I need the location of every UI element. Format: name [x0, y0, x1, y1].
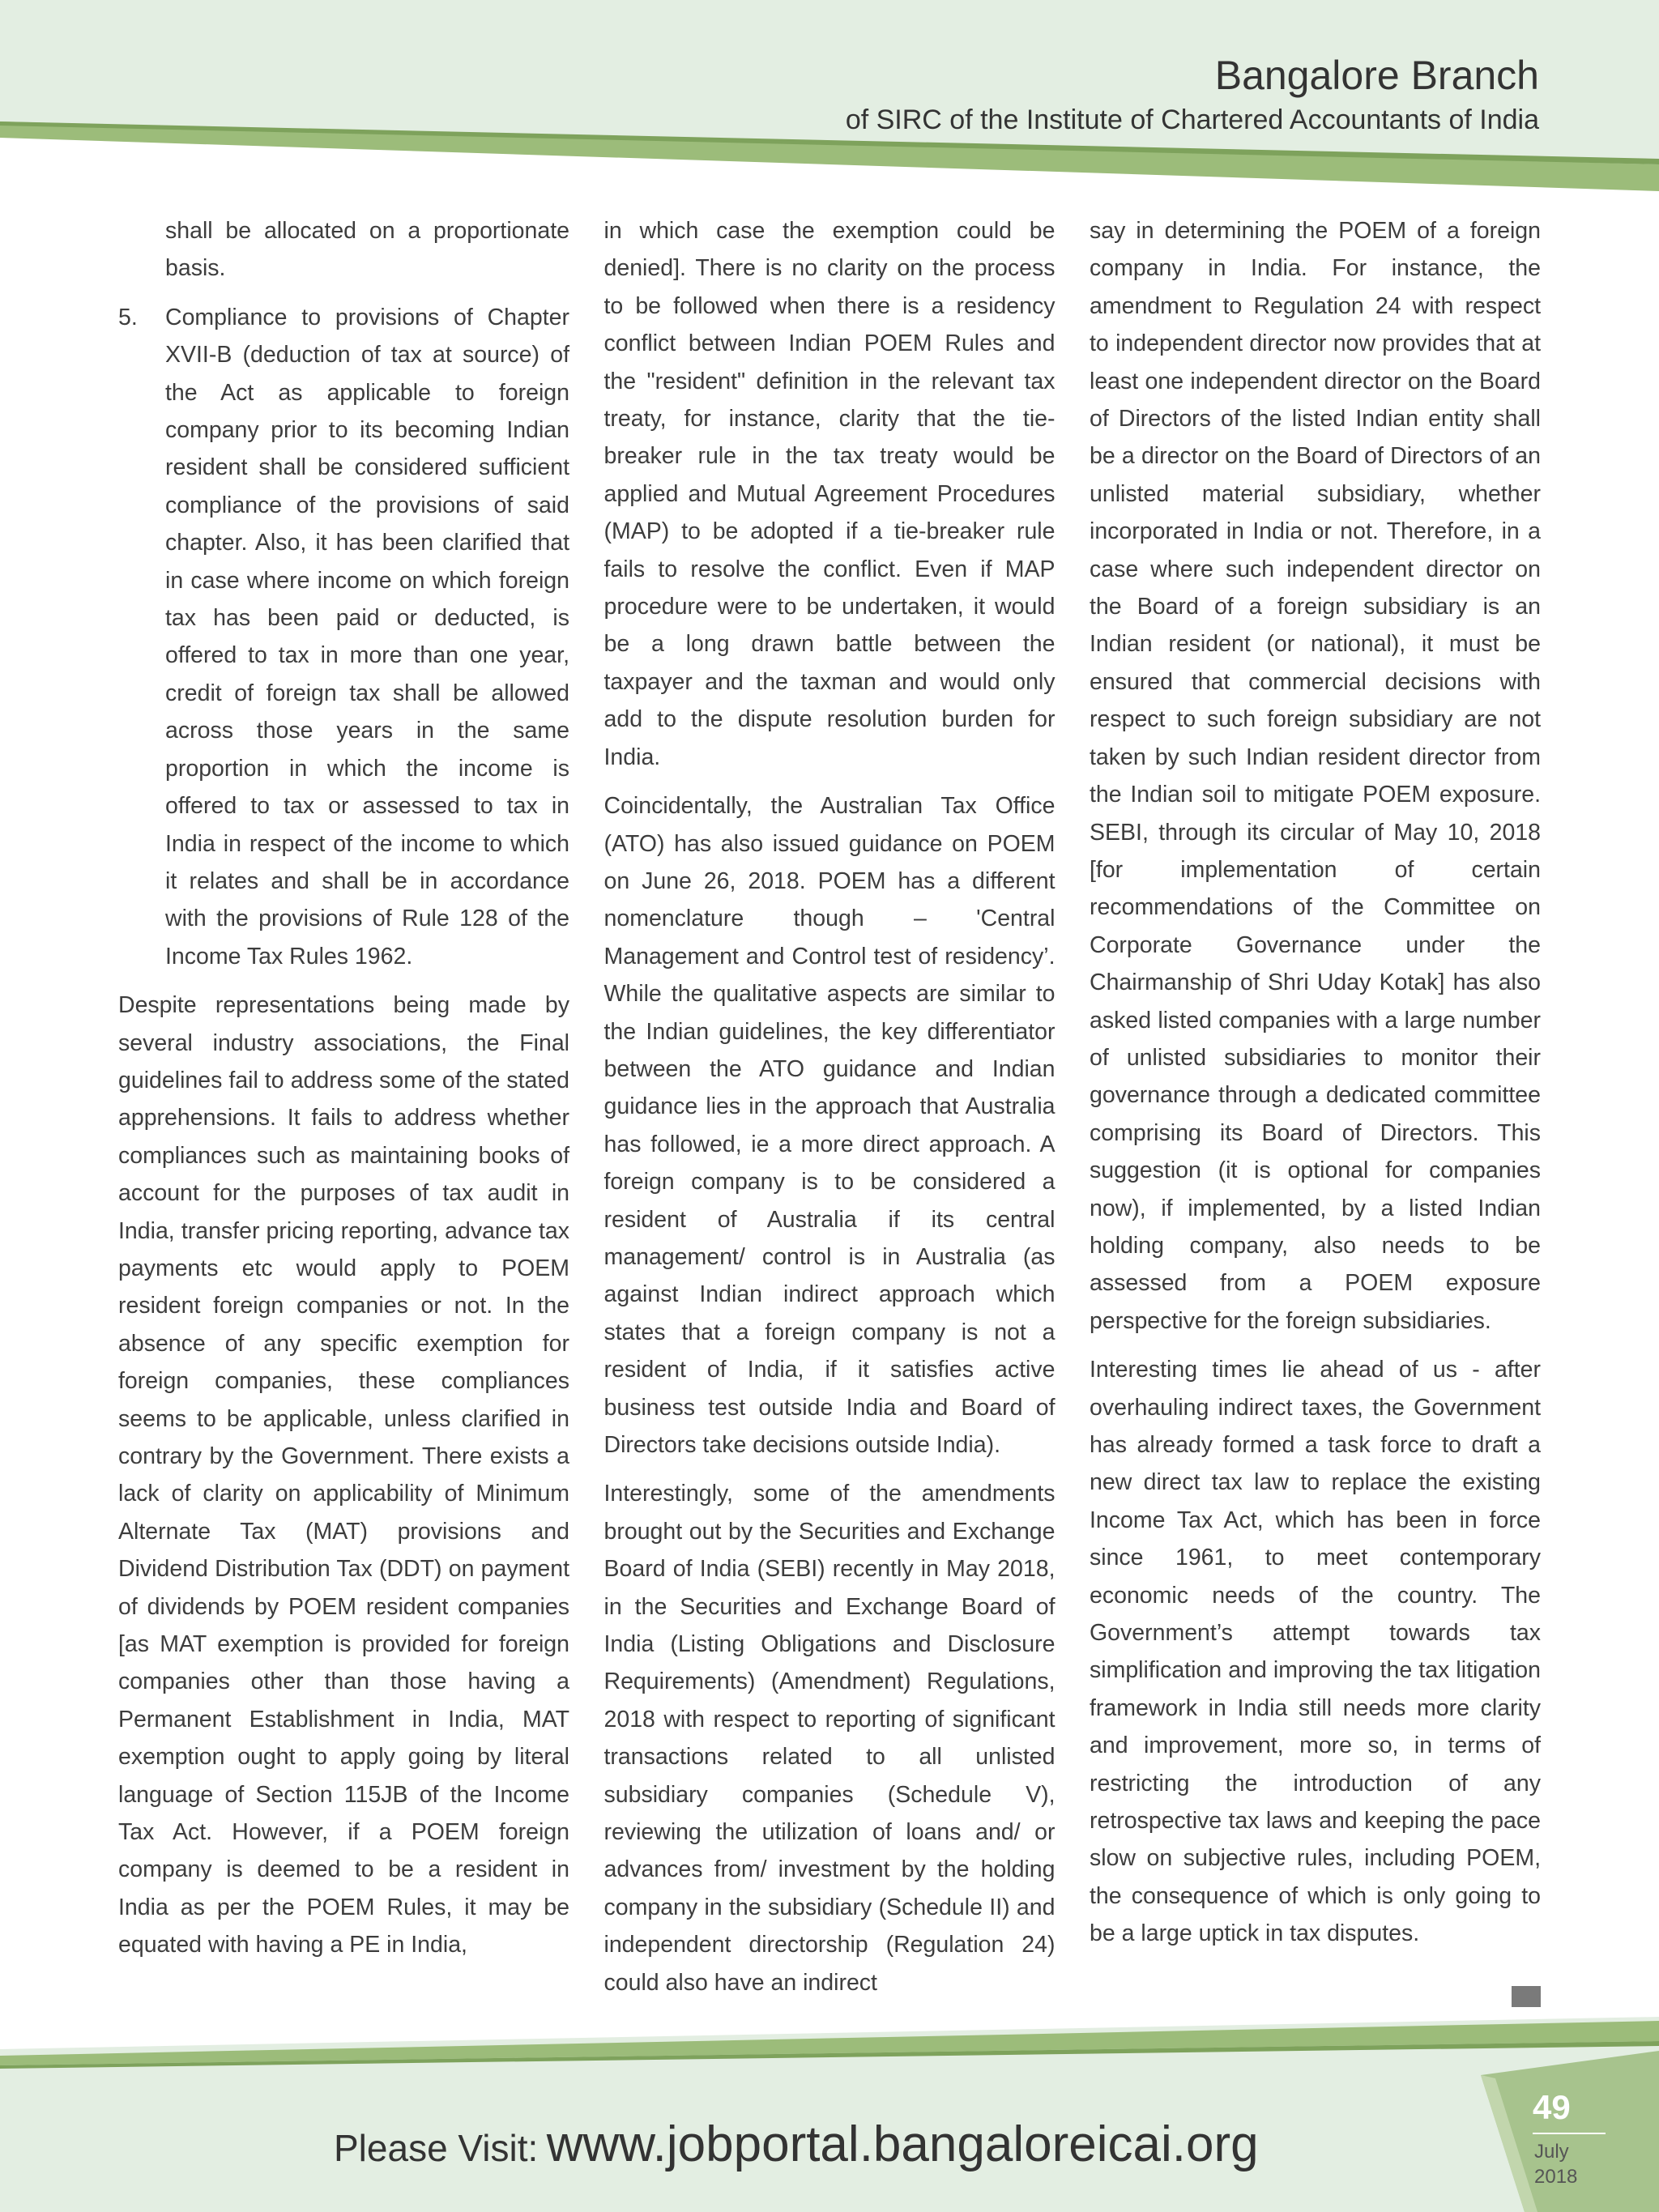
paragraph: Interestingly, some of the amendments brought out by the Securities and Exchange Board of India (SEBI) recently in May 2018, in the Securities and Exchange Board of India (Listing Obligations and Disclosure Requirements) (Amendment) Regulations, 2018 with respect to reporting of significant transactions related to all unlisted subsidiary companies (Schedule V), reviewing the utilization of loans and/ or advances from/ investment by the holding company in the subsidiary (Schedule II) and independent directorship (Regulation 24) could also have an indirect — [603, 1481, 1056, 1996]
issue-month: July — [1534, 2141, 1569, 2163]
visit-label: Please Visit: — [334, 2127, 539, 2169]
issue-year: 2018 — [1534, 2166, 1578, 2188]
paragraph: say in determining the POEM of a foreign company in India. For instance, the amendment to Regulation 24 with respect to independent director now provides that at least one independent director on the Board of Directors of the listed Indian entity shall be a director on the Board of Directors of an unlisted material subsidiary, whether incorporated in India or not. Therefore, in a case where such independent director on the Board of a foreign subsidiary is an Indian resident (or national), it must be ensured that commercial decisions with respect to such foreign subsidiary are not taken by such Indian resident director from the Indian soil to mitigate POEM exposure. SEBI, through its circular of May 10, 2018 [for implementation of certain recommendations of the Committee on Corporate Governance under the Chairmanship of Shri Uday Kotak] has also asked listed companies with a large number of unlisted subsidiaries to monitor their governance through a dedicated committee comprising its Board of Directors. This suggestion (it is optional for companies now), if implemented, by a listed Indian holding company, also needs to be assessed from a POEM exposure perspective for the foreign subsidiaries. — [1090, 218, 1541, 1334]
page-number: 49 — [1533, 2088, 1571, 2126]
paragraph: Interesting times lie ahead of us - after overhauling indirect taxes, the Government has already formed a task force to draft a new direct tax law to replace the existing Income Tax Act, which has been in force since 1961, to meet contemporary economic needs of the country. The Government’s attempt towards tax simplification and improving the tax litigation framework in India still needs more clarity and improvement, more so, in terms of restricting the introduction of any retrospective tax laws and keeping the pace slow on subjective rules, including POEM, the consequence of which is only going to be a large uptick in tax disputes. — [1090, 1357, 1541, 1947]
article-body — [118, 212, 1541, 2010]
footer-band — [0, 2017, 1659, 2212]
list-item-text: Compliance to provisions of Chapter XVII-B (deduction of tax at source) of the Act as applicable to foreign company prior to its becoming Indian resident shall be considered sufficient compliance of the provisions of said chapter. Also, it has been clarified that in case where income on which foreign tax has been paid or deducted, is offered to tax in more than one year, credit of foreign tax shall be allowed across those years in the same proportion in which the income is offered to tax or assessed to tax in India in respect of the income to which it relates and shall be in accordance with the provisions of Rule 128 of the Income Tax Rules 1962. — [165, 304, 569, 970]
website-link[interactable]: www.jobportal.bangaloreicai.org — [546, 2116, 1259, 2172]
header — [846, 50, 1539, 139]
paragraph: Coincidentally, the Australian Tax Office (ATO) has also issued guidance on POEM on June 26, 2018. POEM has a different nomenclature though – 'Central Management and Control test of residency’. While the qualitative aspects are similar to the Indian guidelines, the key differentiator between the ATO guidance and Indian guidance lies in the approach that Australia has followed, ie a more direct approach. A foreign company is to be considered a resident of Australia if its central management/ control is in Australia (as against Indian indirect approach which states that a foreign company is not a resident of India, if it satisfies active business test outside India and Board of Directors take decisions outside India). — [603, 793, 1056, 1458]
list-number: 5. — [118, 304, 138, 330]
paragraph: Despite representations being made by several industry associations, the Final guidelines fail to address some of the stated apprehensions. It fails to address whether compliances such as maintaining books of account for the purposes of tax audit in India, transfer pricing reporting, advance tax payments etc would apply to POEM resident foreign companies or not. In the absence of any specific exemption for foreign companies, these compliances seems to be applicable, unless clarified in contrary by the Government. There exists a lack of clarity on applicability of Minimum Alternate Tax (MAT) provisions and Dividend Distribution Tax (DDT) on payment of dividends by POEM resident companies [as MAT exemption is provided for foreign companies other than those having a Permanent Establishment in India, MAT exemption ought to apply going by literal language of Section 115JB of the Income Tax Act. However, if a POEM foreign company is deemed to be a resident in India as per the POEM Rules, it may be equated with having a PE in India, — [118, 992, 569, 1958]
column-2 — [604, 212, 1056, 2010]
continued-list-item: shall be allocated on a proportionate basis. — [165, 218, 569, 282]
page-number-divider — [1533, 2133, 1606, 2134]
publication-subtitle: of SIRC of the Institute of Chartered Accountants of India — [845, 104, 1539, 135]
list-item-5 — [118, 299, 569, 975]
footer-website — [334, 2116, 1259, 2173]
article-end-marker — [1512, 1986, 1541, 2007]
paragraph: in which case the exemption could be denied]. There is no clarity on the process to be followed when there is a residency conflict between Indian POEM Rules and the "resident" definition in the relevant tax treaty, for instance, clarity that the tie-breaker rule in the tax treaty would be applied and Mutual Agreement Procedures (MAP) to be adopted if a tie-breaker rule fails to resolve the conflict. Even if MAP procedure were to be undertaken, it would be a long drawn battle between the taxpayer and the taxman and would only add to the dispute resolution burden for India. — [603, 218, 1056, 770]
column-1 — [118, 212, 569, 2010]
publication-title: Bangalore Branch — [1214, 53, 1539, 98]
column-3 — [1090, 212, 1541, 2010]
